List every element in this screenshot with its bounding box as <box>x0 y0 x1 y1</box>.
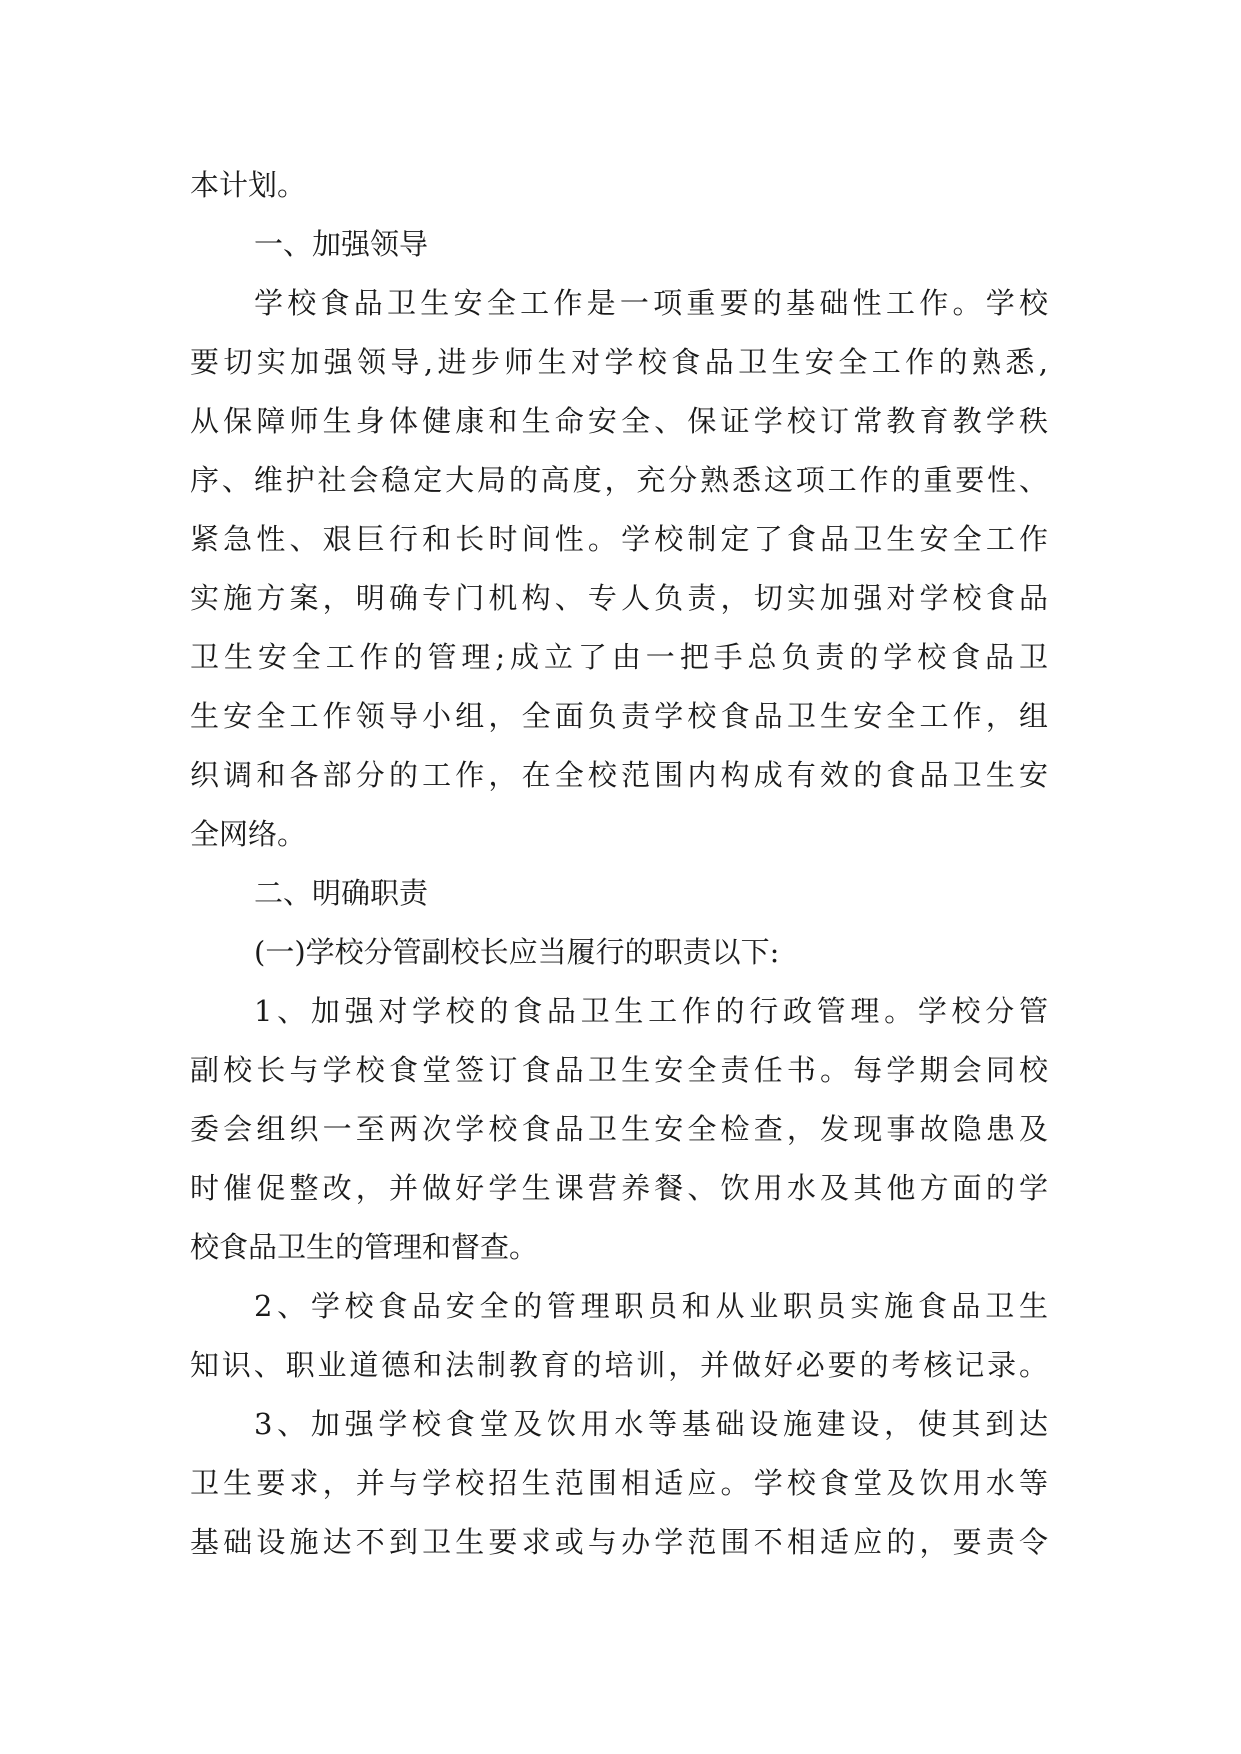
text-line: 知识、职业道德和法制教育的培训，并做好必要的考核记录。 <box>190 1348 1048 1382</box>
text-line: 卫生安全工作的管理;成立了由一把手总负责的学校食品卫 <box>190 640 1048 674</box>
text-line: 全网络。 <box>190 817 307 851</box>
text-line: 要切实加强领导,进步师生对学校食品卫生安全工作的熟悉, <box>190 345 1048 379</box>
text-line: 紧急性、艰巨行和长时间性。学校制定了食品卫生安全工作 <box>190 522 1048 556</box>
text-line: 委会组织一至两次学校食品卫生安全检查，发现事故隐患及 <box>190 1112 1048 1146</box>
text-line: 卫生要求，并与学校招生范围相适应。学校食堂及饮用水等 <box>190 1466 1048 1500</box>
text-line: 3、加强学校食堂及饮用水等基础设施建设，使其到达 <box>254 1407 1048 1441</box>
document-body <box>190 156 1048 1572</box>
text-line: 生安全工作领导小组，全面负责学校食品卫生安全工作，组 <box>190 699 1048 733</box>
text-line: 学校食品卫生安全工作是一项重要的基础性工作。学校 <box>254 286 1048 320</box>
section-heading: 一、加强领导 <box>254 227 429 261</box>
text-line: 序、维护社会稳定大局的高度，充分熟悉这项工作的重要性、 <box>190 463 1048 497</box>
text-line: 1、加强对学校的食品卫生工作的行政管理。学校分管 <box>254 994 1048 1028</box>
text-line: 2、学校食品安全的管理职员和从业职员实施食品卫生 <box>254 1289 1048 1323</box>
text-line: 织调和各部分的工作，在全校范围内构成有效的食品卫生安 <box>190 758 1048 792</box>
text-line: 本计划。 <box>190 168 307 202</box>
text-line: 副校长与学校食堂签订食品卫生安全责任书。每学期会同校 <box>190 1053 1048 1087</box>
text-line: 时催促整改，并做好学生课营养餐、饮用水及其他方面的学 <box>190 1171 1048 1205</box>
subsection-heading: (一)学校分管副校长应当履行的职责以下: <box>254 935 780 969</box>
text-line: 校食品卫生的管理和督查。 <box>190 1230 539 1264</box>
section-heading: 二、明确职责 <box>254 876 429 910</box>
text-line: 基础设施达不到卫生要求或与办学范围不相适应的，要责令 <box>190 1525 1048 1559</box>
text-line: 实施方案，明确专门机构、专人负责，切实加强对学校食品 <box>190 581 1048 615</box>
text-line: 从保障师生身体健康和生命安全、保证学校订常教育教学秩 <box>190 404 1048 438</box>
